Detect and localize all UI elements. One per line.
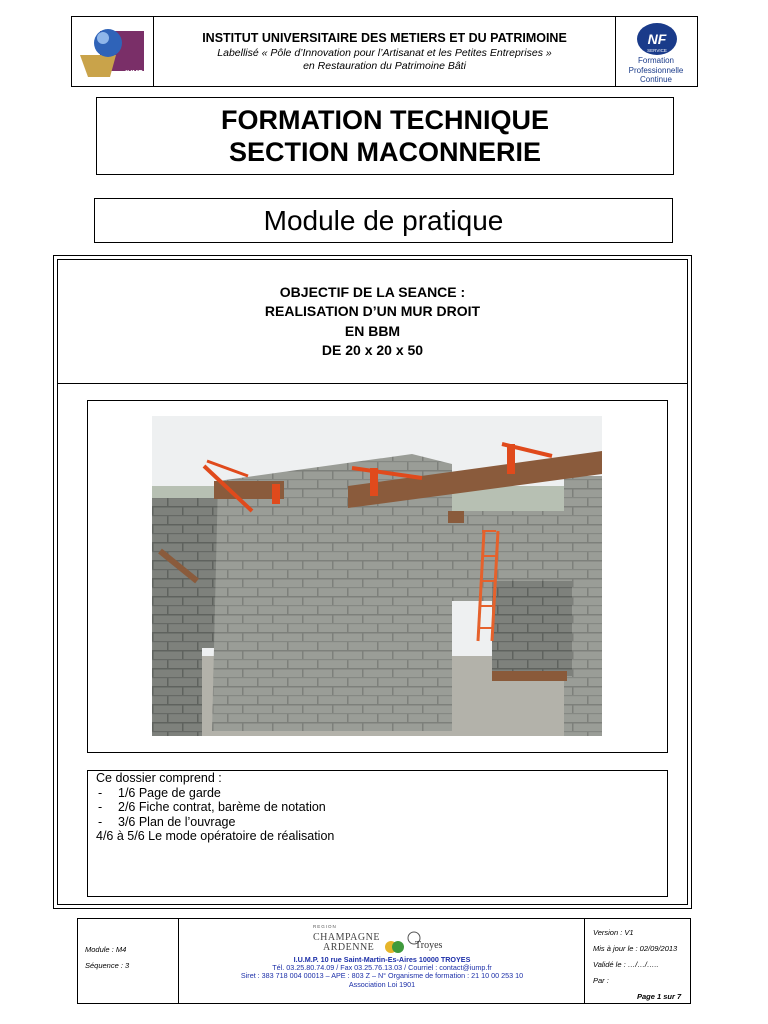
objective-line-1: OBJECTIF DE LA SEANCE :: [279, 284, 466, 300]
institute-title: INSTITUT UNIVERSITAIRE DES METIERS ET DU PATRIMOINE: [202, 31, 567, 45]
nf-logo-cell: [615, 17, 697, 86]
footer-by: Par :: [593, 976, 609, 985]
footer-sequence: Séquence : 3: [85, 961, 130, 970]
footer-version: Version : V1: [593, 928, 634, 937]
nf-service-logo-icon: [616, 17, 698, 57]
formation-title-line-1: FORMATION TECHNIQUE: [221, 105, 549, 135]
formation-title-line-2: SECTION MACONNERIE: [228, 137, 542, 167]
institute-subtitle-2: en Restauration du Patrimoine Bâti: [303, 60, 466, 72]
institute-subtitle-1: Labellisé « Pôle d’Innovation pour l’Artisanat et les Petites Entreprises »: [217, 47, 552, 59]
document-header: [71, 16, 698, 87]
svg-text:NF: NF: [647, 31, 667, 47]
region-label: REGION: [313, 924, 337, 929]
dossier-contents-box: [87, 770, 668, 897]
contents-item-1: - 1/6 Page de garde: [96, 786, 667, 801]
svg-text:SERVICE: SERVICE: [647, 48, 667, 53]
region-emblem-icon: [383, 937, 407, 957]
footer-address: I.U.M.P. 10 rue Saint-Martin-Es-Aires 10000 TROYES Tél. 03.25.80.74.09 / Fax 03.25.76.13.03 / Courriel : contact@iump.fr Siret : 383 718 004 00013 – APE : 803 Z – N° Organisme de formation : 21 10 00 253 10 Association Loi 1901: [240, 955, 524, 989]
objective-line-3: EN BBM: [344, 322, 401, 339]
svg-text:IUMP: IUMP: [125, 70, 143, 77]
document-footer: [77, 918, 691, 1004]
footer-address-cell: [179, 919, 585, 1003]
footer-module-cell: [78, 919, 179, 1003]
masonry-wall-photo: [152, 416, 602, 736]
footer-page-number: Page 1 sur 7: [637, 992, 682, 1001]
footer-version-cell: [585, 919, 690, 1003]
contents-intro: Ce dossier comprend :: [96, 771, 222, 785]
objective-divider: [57, 383, 688, 384]
contents-item-3: - 3/6 Plan de l’ouvrage: [96, 815, 667, 830]
nf-caption: Formation Professionnelle Continue: [628, 56, 684, 84]
iump-logo-cell: [72, 17, 154, 86]
objective-line-2: REALISATION D’UN MUR DROIT: [264, 303, 481, 320]
module-title-box: Module de pratique: [94, 198, 673, 243]
session-objective: [57, 283, 688, 360]
champagne-ardenne-logo: CHAMPAGNE ARDENNE: [313, 932, 380, 953]
footer-validated: Validé le : …/…/…..: [593, 960, 659, 969]
contents-last-line: 4/6 à 5/6 Le mode opératoire de réalisation: [96, 829, 335, 843]
objective-line-4: DE 20 x 20 x 50: [321, 341, 424, 358]
footer-updated: Mis à jour le : 02/09/2013: [593, 944, 678, 953]
contents-item-2: - 2/6 Fiche contrat, barème de notation: [96, 800, 667, 815]
formation-title-box: [96, 97, 674, 175]
troyes-logo: Troyes: [415, 940, 443, 951]
iump-logo-icon: [72, 17, 154, 86]
contents-list: [96, 786, 667, 830]
footer-module: Module : M4: [85, 945, 127, 954]
